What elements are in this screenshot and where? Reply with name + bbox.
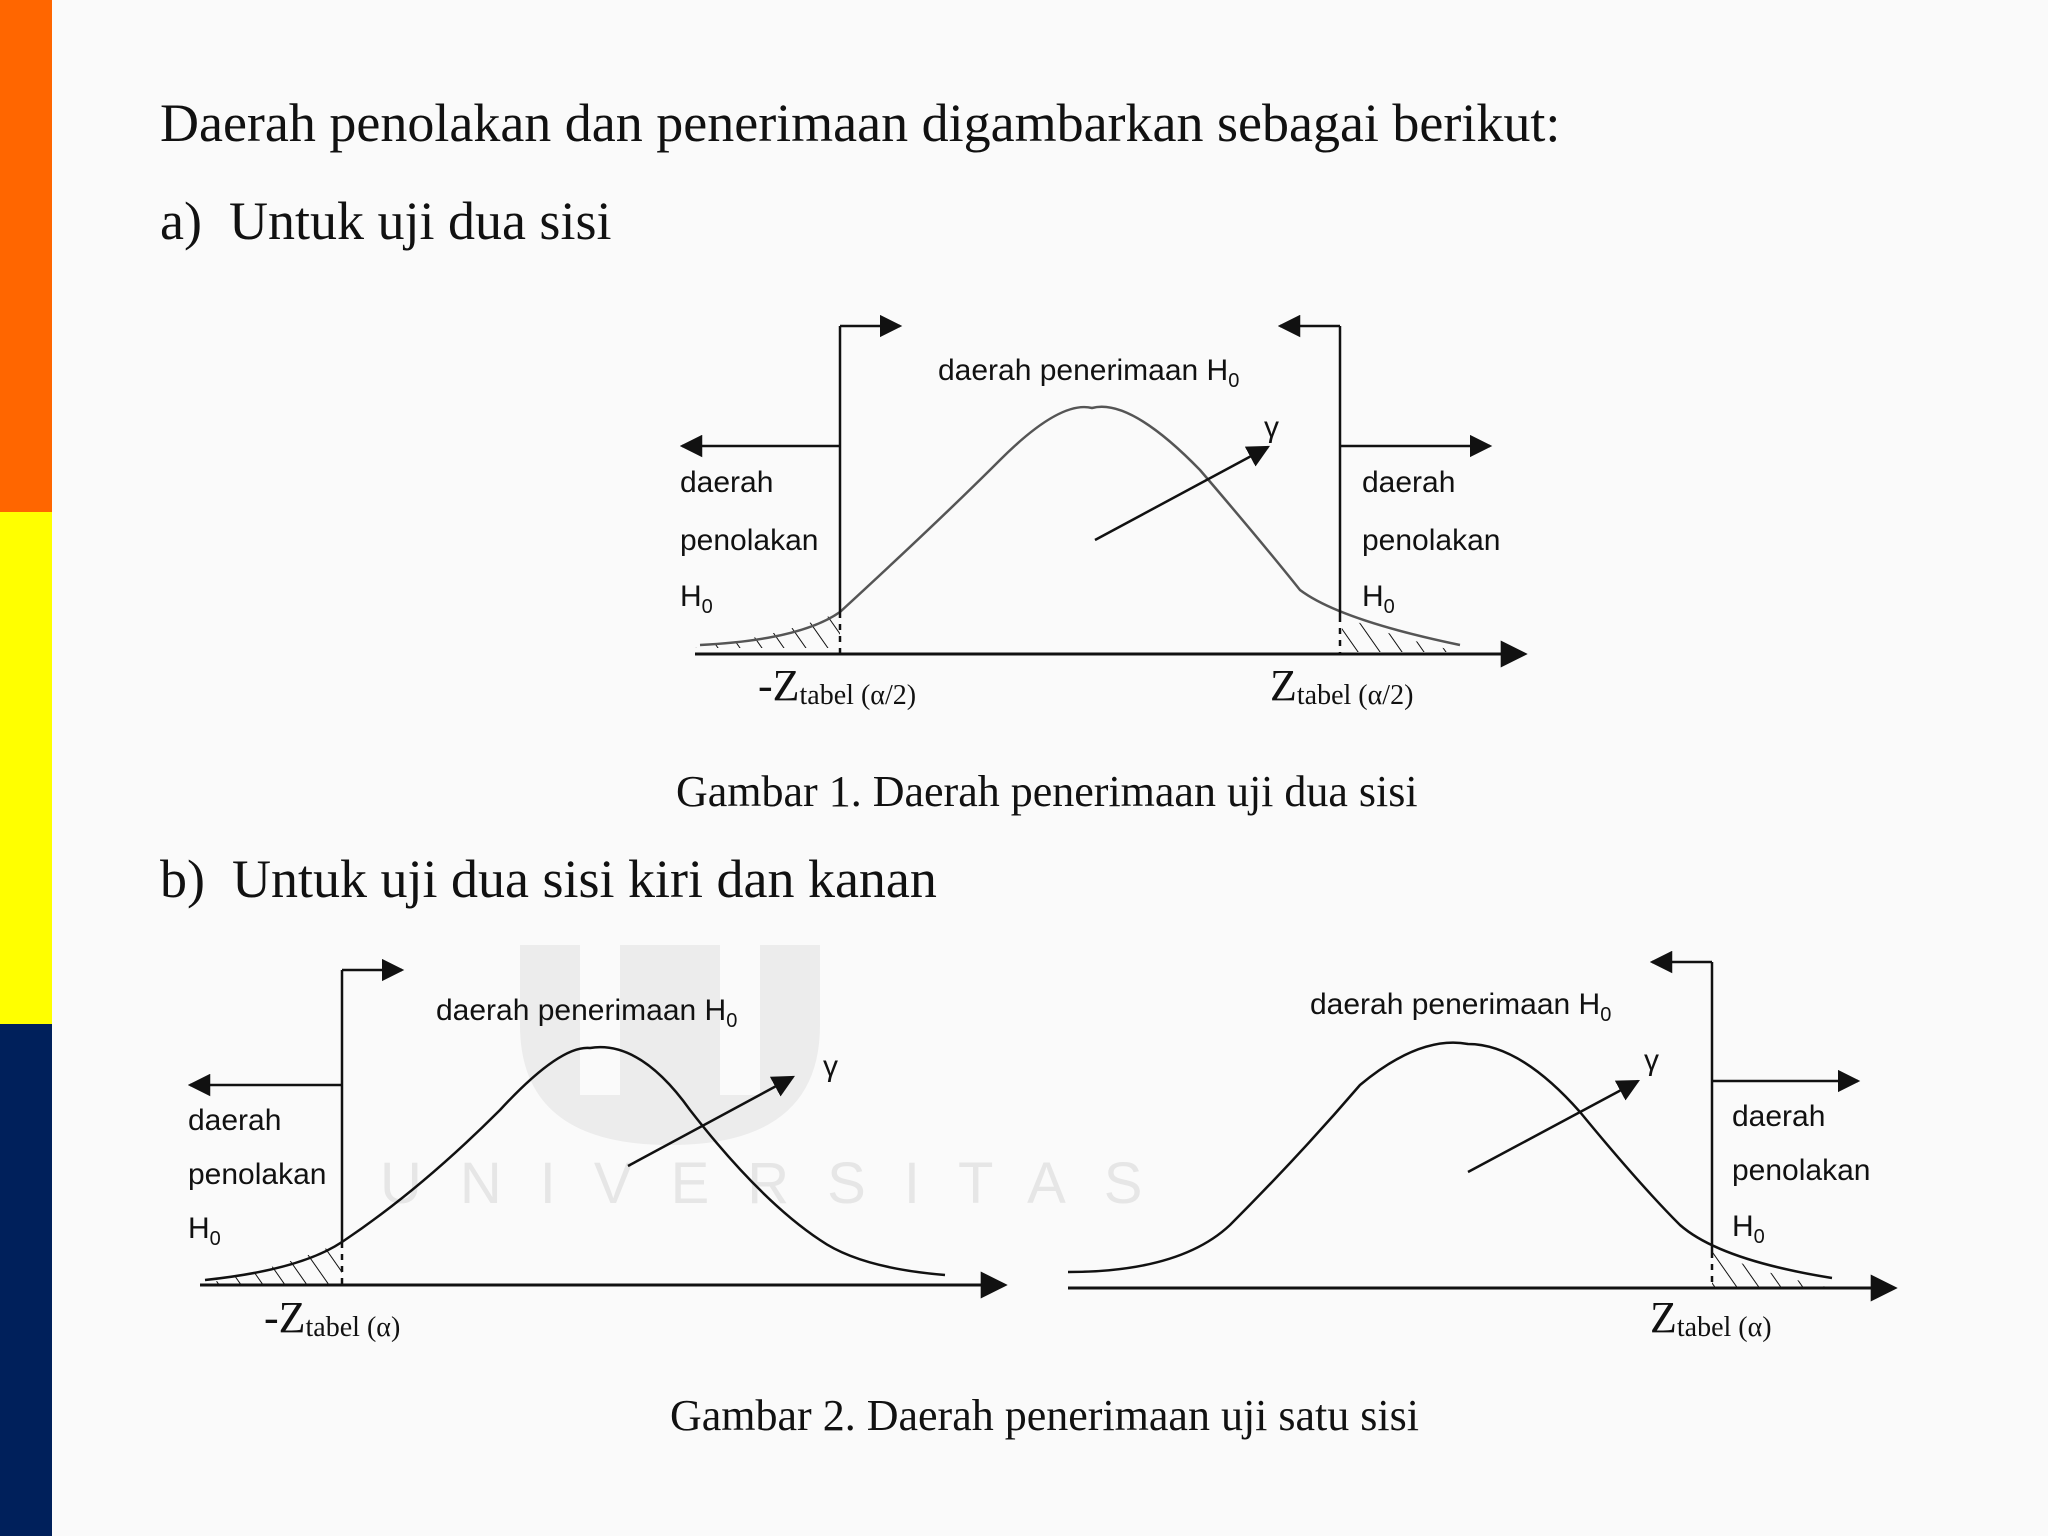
figure2-left — [188, 970, 1005, 1343]
figure1-right-tail-hatch — [1342, 616, 1462, 652]
figure1-right-reject-label-1: daerah — [1362, 466, 1456, 499]
figure2-right-reject-label-2: penolakan — [1732, 1154, 1871, 1187]
figure2-left-gamma-label: γ — [823, 1050, 838, 1083]
figure2-left-reject-label-2: penolakan — [188, 1158, 327, 1191]
figure1-left-reject-label-2: penolakan — [680, 524, 819, 557]
figure1-right-reject-label-3: $H_0$ — [1362, 580, 1395, 618]
figure2-left-acceptance-label: daerah penerimaan $H_0$ — [436, 994, 738, 1032]
figure2-right-tail-hatch — [1712, 1252, 1832, 1288]
figure2-right-z-label: Ztabel (α) — [1650, 1293, 1772, 1343]
figure2-right-reject-label-3: $H_0$ — [1732, 1210, 1765, 1248]
figure1-left-reject-label-1: daerah — [680, 466, 774, 499]
watermark-text: UNIVERSITAS — [380, 1151, 1181, 1216]
figure1-gamma-label: γ — [1264, 411, 1279, 444]
figure1-left-tail-hatch — [695, 612, 840, 648]
figure1-acceptance-label: daerah penerimaan $H_0$ — [938, 354, 1240, 392]
figure2-right-gamma-arrow — [1468, 1081, 1638, 1172]
figure1-gamma-arrow — [1095, 447, 1268, 540]
section-b-marker: b) — [160, 849, 205, 909]
intro-text: Daerah penolakan dan penerimaan digambarkan sebagai berikut: — [160, 93, 1561, 153]
figure2-right-gamma-label: γ — [1644, 1044, 1659, 1077]
figure2-caption: Gambar 2. Daerah penerimaan uji satu sisi — [670, 1391, 1419, 1440]
figure1-z-right-label: Ztabel (α/2) — [1270, 661, 1414, 711]
figure2-left-reject-label-3: $H_0$ — [188, 1212, 221, 1250]
section-a-title: Untuk uji dua sisi — [228, 191, 612, 251]
figure2-left-z-label: -Ztabel (α) — [264, 1293, 401, 1343]
section-a-marker: a) — [160, 191, 202, 251]
figure2-right — [1068, 962, 1895, 1343]
figure1-z-left-label: -Ztabel (α/2) — [758, 661, 917, 711]
figure1-caption: Gambar 1. Daerah penerimaan uji dua sisi — [676, 767, 1418, 816]
figure2-right-acceptance-label: daerah penerimaan $H_0$ — [1310, 988, 1612, 1026]
figure2-left-reject-label-1: daerah — [188, 1104, 282, 1137]
figure2-right-normal-curve — [1068, 1043, 1832, 1278]
figure1 — [680, 326, 1525, 711]
section-b-title: Untuk uji dua sisi kiri dan kanan — [231, 849, 937, 909]
figure1-right-reject-label-2: penolakan — [1362, 524, 1501, 557]
figure2-right-reject-label-1: daerah — [1732, 1100, 1826, 1133]
figure2-left-gamma-arrow — [628, 1077, 793, 1166]
figure1-left-reject-label-3: $H_0$ — [680, 580, 713, 618]
